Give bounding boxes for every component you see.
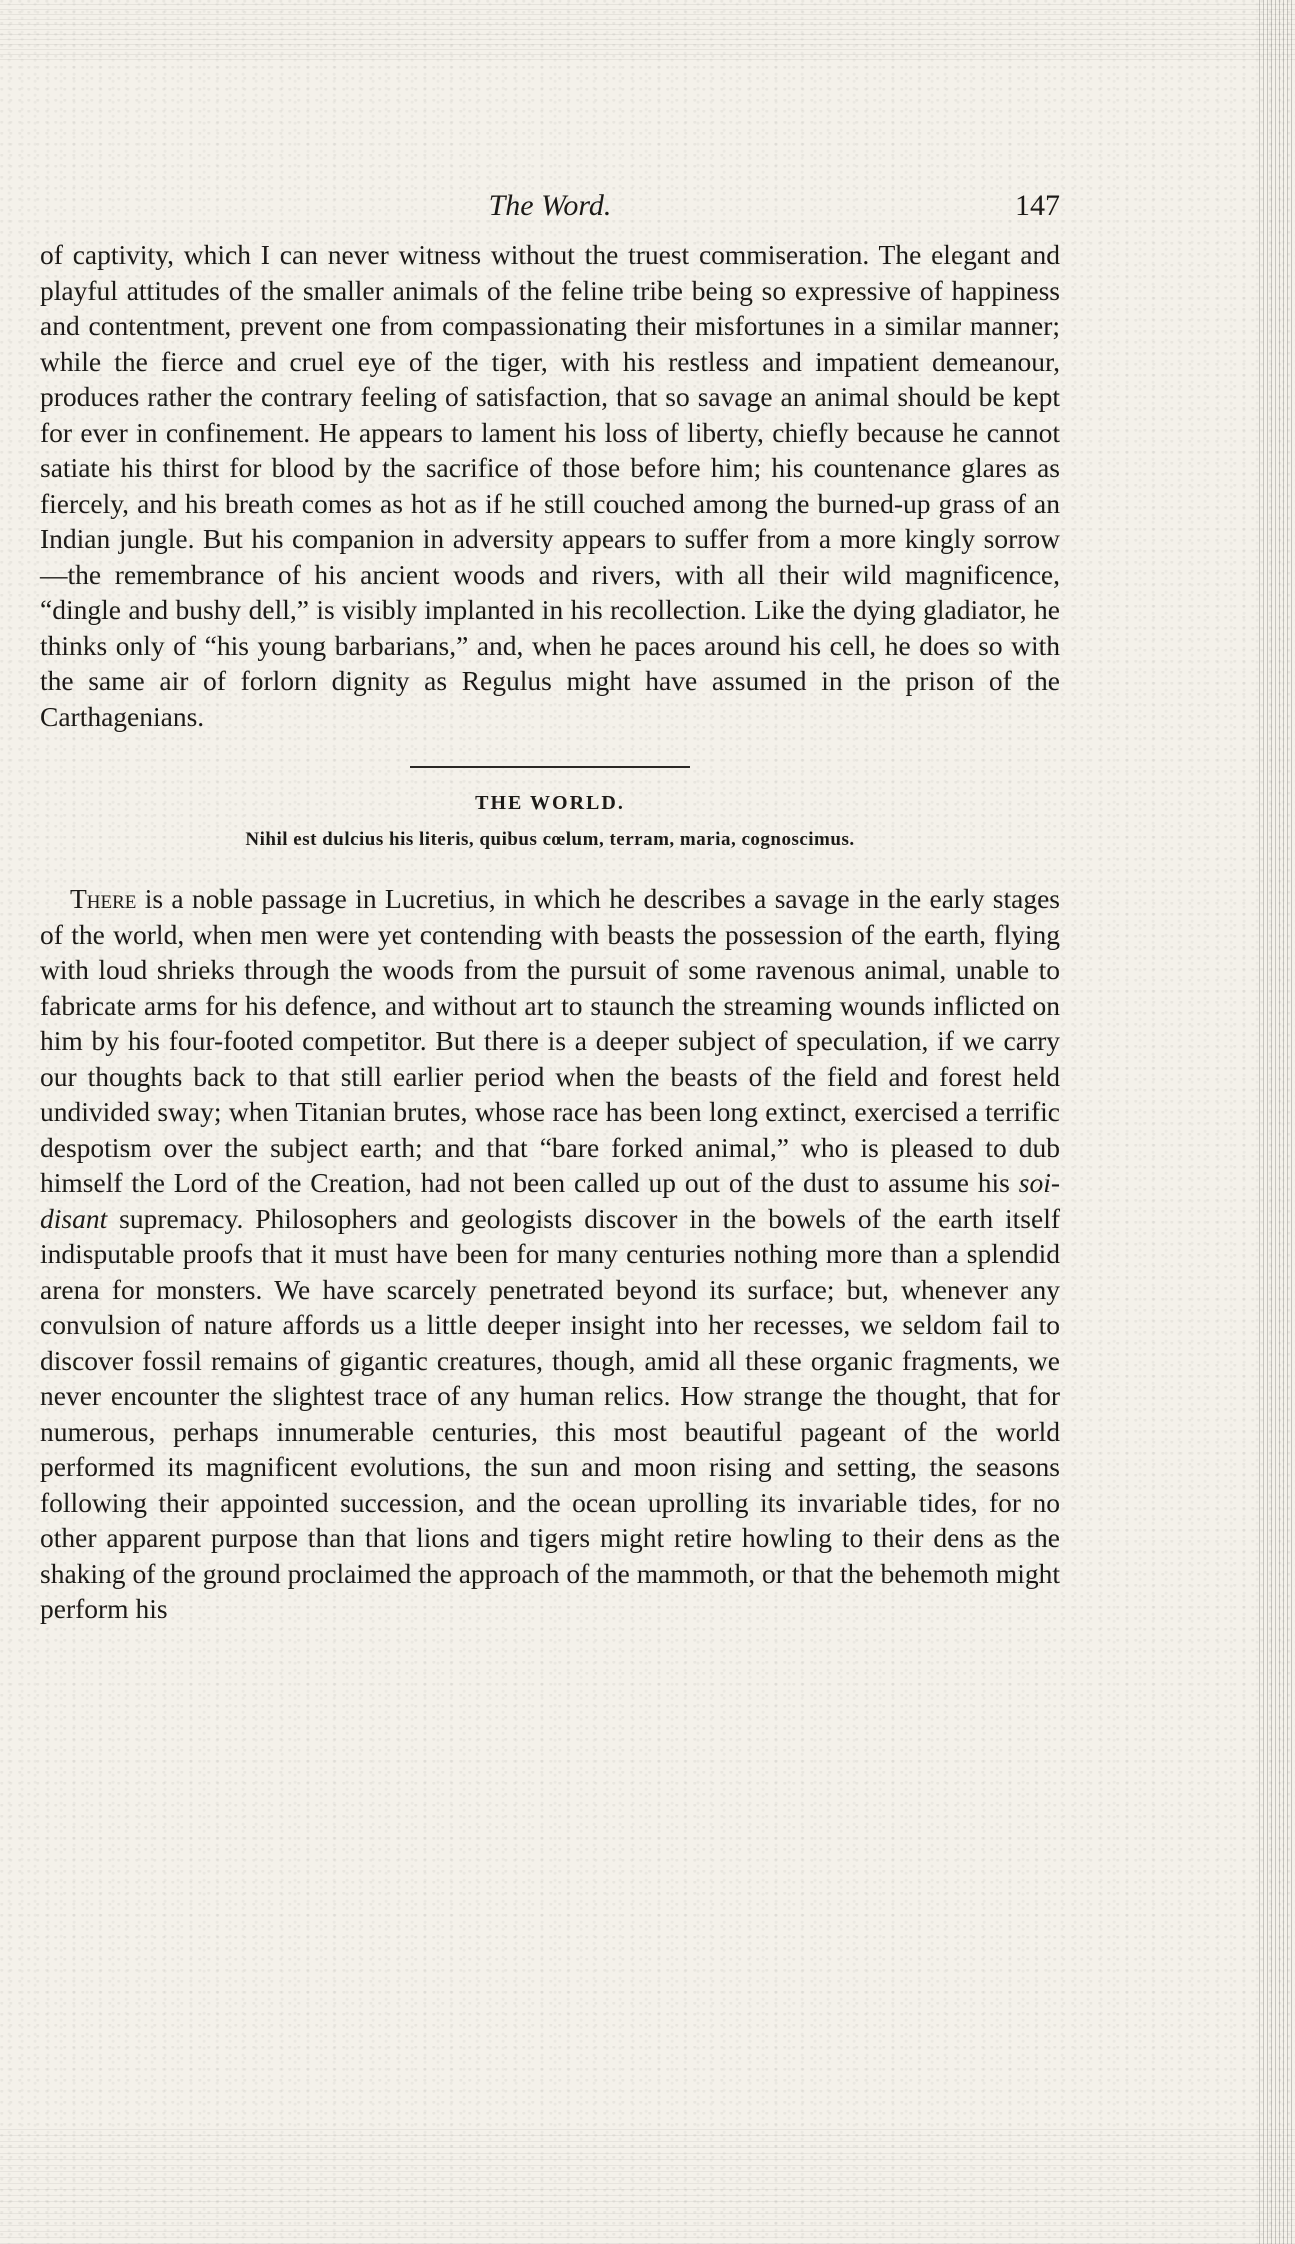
article-one	[40, 237, 1060, 734]
page-edge-right	[1259, 0, 1295, 2244]
italic-phrase: soi-disant	[40, 1167, 1060, 1234]
running-head	[40, 185, 1060, 237]
text-column	[40, 185, 1060, 1627]
article-one-paragraph: of captivity, which I can never witness without the truest commiseration. The elegant and playful attitudes of the smaller animals of the feline tribe being so expressive of happiness and contentment, prevent one from compassionating their misfortunes in a similar manner; while the fierce and cruel eye of the tiger, with his restless and impatient demeanour, produces rather the contrary feeling of satisfaction, that so savage an animal should be kept for ever in confinement. He appears to lament his loss of liberty, chiefly because he cannot satiate his thirst for blood by the sacrifice of those before him; his countenance glares as fiercely, and his breath comes as hot as if he still couched among the burned-up grass of an Indian jungle. But his companion in adversity appears to suffer from a more kingly sorrow—the remembrance of his ancient woods and rivers, with all their wild magnificence, “dingle and bushy dell,” is visibly implanted in his recollection. Like the dying gladiator, he thinks only of “his young barbarians,” and, when he paces around his cell, he does so with the same air of forlorn dignity as Regulus might have assumed in the prison of the Carthagenians.	[40, 239, 1060, 732]
article-two	[40, 881, 1060, 1627]
article-two-paragraph	[40, 881, 1060, 1627]
running-title: The Word.	[488, 189, 612, 222]
page-number: 147	[1015, 189, 1060, 222]
paragraph-text-part-two: supremacy. Philosophers and geologists discover in the bowels of the earth itself indisputable proofs that it must have been for many centuries nothing more than a splendid arena for monsters. We have scarcely penetrated beyond its surface; but, whenever any convulsion of nature affords us a little deeper insight into her recesses, we seldom fail to discover fossil remains of gigantic creatures, though, amid all these organic fragments, we never encounter the slightest trace of any human relics. How strange the thought, that for numerous, perhaps innumerable centuries, this most beautiful pageant of the world performed its magnificent evolutions, the sun and moon rising and setting, the seasons following their appointed succession, and the ocean uprolling its invariable tides, for no other apparent purpose than that lions and tigers might retire howling to their dens as the shaking of the ground proclaimed the approach of the mammoth, or that the behemoth might perform his	[40, 1202, 1060, 1624]
paragraph-text-part-one: is a noble passage in Lucretius, in which he describes a savage in the early stages of the world, when men were yet contending with beasts the possession of the earth, flying with loud shrieks through the woods from the pursuit of some ravenous animal, unable to fabricate arms for his defence, and without art to staunch the streaming wounds inflicted on him by his four-footed competitor. But there is a deeper subject of speculation, if we carry our thoughts back to that still earlier period when the beasts of the field and forest held undivided sway; when Titanian brutes, whose race has been long extinct, exercised a terrific despotism over the subject earth; and that “bare forked animal,” who is pleased to dub himself the Lord of the Creation, had not been called up out of the dust to assume his	[40, 883, 1060, 1198]
page-edge-bottom	[0, 2124, 1295, 2244]
section-divider	[410, 766, 690, 768]
section-heading: THE WORLD.	[475, 792, 625, 814]
dropword: There	[70, 883, 137, 914]
page-edge-top	[0, 0, 1295, 60]
epigraph: Nihil est dulcius his literis, quibus cœlum, terram, maria, cognoscimus.	[245, 829, 855, 850]
